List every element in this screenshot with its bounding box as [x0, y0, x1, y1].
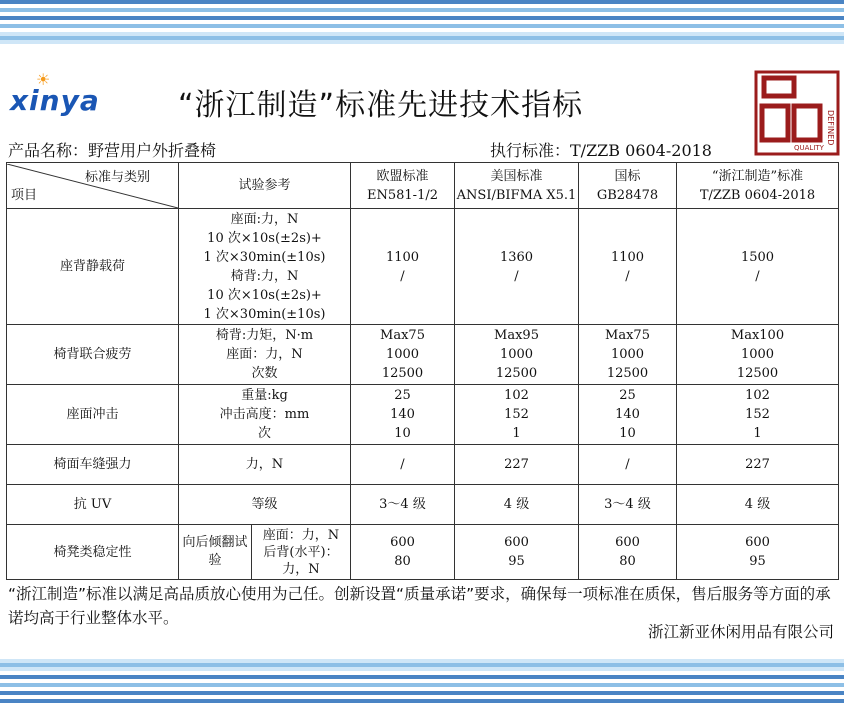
top-stripes [0, 0, 844, 48]
corner-cell [7, 163, 179, 209]
brand-text: xinya [10, 84, 100, 117]
value-cell: 4 级 [455, 485, 579, 525]
value-cell: 1500 / [677, 209, 839, 325]
table-row [7, 485, 839, 525]
value-cell: 1360 / [455, 209, 579, 325]
quality-seal [754, 70, 840, 156]
svg-text:DEFINED: DEFINED [826, 110, 835, 146]
corner-top-label: 标准与类别 [84, 169, 150, 185]
value-cell: 3～4 级 [579, 485, 677, 525]
test-cell: 椅背:力矩，N·m 座面：力，N 次数 [179, 325, 351, 385]
table-row [7, 385, 839, 445]
value-cell: 227 [677, 445, 839, 485]
value-cell: / [351, 445, 455, 485]
value-cell: 102 152 1 [677, 385, 839, 445]
standards-table [6, 162, 839, 580]
value-cell: 1100 / [351, 209, 455, 325]
item-cell: 座背静载荷 [7, 209, 179, 325]
value-cell: 1100 / [579, 209, 677, 325]
item-cell: 座面冲击 [7, 385, 179, 445]
test-cell: 等级 [179, 485, 351, 525]
column-header: “浙江制造”标准 T/ZZB 0604-2018 [677, 163, 839, 209]
bottom-stripes [0, 659, 844, 703]
value-cell: 600 95 [455, 525, 579, 580]
value-cell: 600 80 [351, 525, 455, 580]
table-row [7, 325, 839, 385]
value-cell: 4 级 [677, 485, 839, 525]
corner-bottom-label: 项目 [11, 187, 38, 203]
company-name: 浙江新亚休闲用品有限公司 [647, 623, 834, 641]
test-header: 试验参考 [179, 163, 351, 209]
item-cell: 抗 UV [7, 485, 179, 525]
table-row [7, 445, 839, 485]
test-cell: 力，N [179, 445, 351, 485]
column-header: 美国标准 ANSI/BIFMA X5.1 [455, 163, 579, 209]
value-cell: / [579, 445, 677, 485]
table-header-row [7, 163, 839, 209]
product-name: 产品名称：野营用户外折叠椅 [8, 141, 217, 160]
column-header: 国标 GB28478 [579, 163, 677, 209]
sun-icon: ☀ [36, 70, 51, 89]
test-cell: 座面:力，N 10 次×10s(±2s)+ 1 次×30min(±10s) 椅背:力，N 10 次×10s(±2s)+ 1 次×30min(±10s) [179, 209, 351, 325]
value-cell: Max75 1000 12500 [579, 325, 677, 385]
page-title: “浙江制造”标准先进技术指标 [178, 88, 584, 123]
table-row [7, 209, 839, 325]
execution-standard: 执行标准：T/ZZB 0604-2018 [490, 141, 712, 160]
stability-group-label: 向后倾翻试验 [179, 525, 252, 579]
value-cell: Max95 1000 12500 [455, 325, 579, 385]
value-cell: 3～4 级 [351, 485, 455, 525]
xinya-logo [10, 70, 130, 120]
value-cell: 25 140 10 [579, 385, 677, 445]
test-cell: 向后倾翻试验 座面：力，N 后背(水平)：力，N [179, 525, 351, 580]
table-row [7, 525, 839, 580]
value-cell: 227 [455, 445, 579, 485]
footer-note: “浙江制造”标准以满足高品质放心使用为己任。创新设置“质量承诺”要求，确保每一项标准在质保，售后服务等方面的承诺均高于行业整体水平。 [8, 585, 831, 627]
value-cell: Max100 1000 12500 [677, 325, 839, 385]
value-cell: 25 140 10 [351, 385, 455, 445]
value-cell: 600 80 [579, 525, 677, 580]
test-cell: 重量:kg 冲击高度：mm 次 [179, 385, 351, 445]
value-cell: 102 152 1 [455, 385, 579, 445]
column-header: 欧盟标准 EN581-1/2 [351, 163, 455, 209]
value-cell: Max75 1000 12500 [351, 325, 455, 385]
svg-text:QUALITY: QUALITY [794, 144, 824, 152]
value-cell: 600 95 [677, 525, 839, 580]
item-cell: 椅面车缝强力 [7, 445, 179, 485]
item-cell: 椅背联合疲劳 [7, 325, 179, 385]
item-cell: 椅凳类稳定性 [7, 525, 179, 580]
